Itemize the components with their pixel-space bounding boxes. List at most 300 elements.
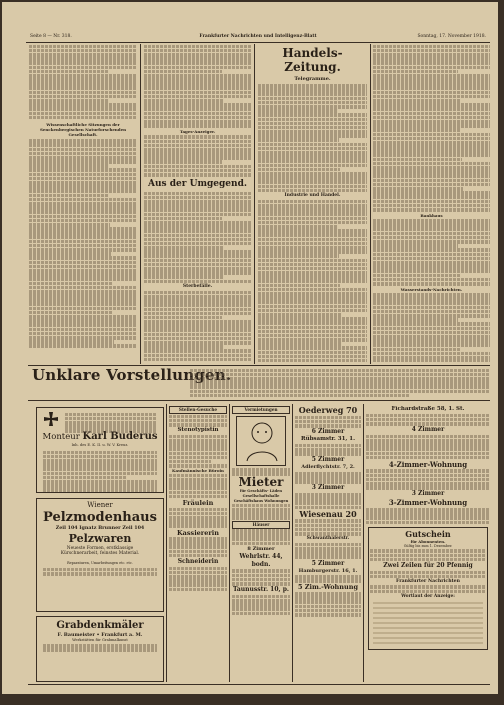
classified-heading: Fichardstraße 58, 1. St.	[391, 406, 465, 412]
text-line	[258, 92, 367, 96]
text-line	[144, 99, 223, 103]
text-line	[373, 179, 490, 183]
text-line	[144, 242, 251, 246]
text-line	[258, 305, 367, 309]
text-line	[29, 112, 137, 116]
text-line	[295, 420, 361, 424]
classified-heading: Mieter	[238, 475, 284, 490]
classified-heading: Stenotypistin	[177, 427, 219, 434]
text-line	[232, 578, 290, 582]
text-line	[43, 644, 157, 648]
text-line	[373, 314, 490, 318]
text-line	[43, 572, 157, 576]
text-line	[366, 512, 490, 516]
column-rule	[370, 44, 371, 364]
classified-heading: Schwanthalerstr.	[306, 536, 350, 542]
text-line	[144, 152, 251, 156]
text-line	[29, 82, 137, 86]
voucher-validity: Gültig bis zum 1. Dezember.	[403, 544, 453, 549]
text-line	[258, 225, 338, 229]
classifieds-rentals	[232, 406, 290, 682]
classified-heading: 5 Zimmer	[311, 456, 345, 464]
text-line	[373, 274, 460, 278]
text-line	[366, 422, 490, 426]
text-line	[373, 112, 490, 116]
text-line	[144, 86, 251, 90]
text-line	[169, 456, 227, 460]
ad-line: Neueste Formen, erstklassige	[66, 546, 134, 551]
text-line	[258, 279, 367, 283]
text-line	[29, 173, 137, 177]
text-line	[29, 273, 137, 277]
text-line	[258, 267, 367, 271]
section-subtitle: Telegramme.	[294, 76, 331, 82]
text-line	[144, 328, 251, 332]
text-line	[144, 103, 251, 107]
classified-heading: Oederweg 70	[298, 406, 358, 415]
text-line	[169, 512, 227, 516]
text-line	[232, 504, 290, 508]
gravestone-advert	[36, 616, 164, 682]
text-line	[258, 338, 367, 342]
text-line	[144, 192, 251, 196]
text-line	[169, 588, 227, 592]
text-line	[373, 335, 490, 339]
text-line	[258, 296, 367, 300]
text-line	[373, 99, 460, 103]
voucher-box	[368, 527, 488, 650]
text-line	[29, 261, 137, 265]
classified-heading: 3-Zimmer-Wohnung	[388, 498, 468, 508]
voucher-form-label: Wortlaut der Anzeige:	[401, 593, 455, 599]
ad-title: Grabdenkmäler	[56, 620, 144, 631]
text-line	[29, 235, 137, 239]
text-line	[232, 472, 290, 476]
classified-heading: Hamburgerstr. 16, 1.	[298, 567, 358, 574]
text-line	[373, 191, 490, 195]
text-line	[232, 574, 290, 578]
text-line	[373, 153, 490, 157]
section-heading: Bankhaus	[420, 212, 443, 218]
voucher-title: Gutschein	[405, 529, 451, 540]
text-line	[258, 172, 367, 176]
text-line	[258, 359, 367, 362]
text-line	[29, 107, 137, 111]
text-line	[295, 472, 361, 476]
text-line	[295, 551, 361, 555]
text-line	[169, 571, 227, 575]
text-line	[258, 159, 367, 163]
text-line	[169, 415, 227, 419]
text-line	[232, 603, 290, 607]
text-line	[370, 590, 486, 594]
text-line	[366, 447, 490, 451]
ad-title: Pelzmodenhaus	[43, 510, 157, 525]
section-heading: Industrie und Handel.	[284, 193, 341, 199]
text-line	[295, 543, 361, 547]
text-line	[295, 519, 361, 523]
article-column-1	[29, 44, 137, 362]
column-rule	[363, 404, 364, 682]
text-line	[169, 550, 227, 554]
text-line	[43, 467, 157, 471]
text-line	[29, 91, 137, 95]
text-line	[144, 234, 251, 238]
classified-heading: Vermietungen	[232, 406, 290, 414]
text-line	[29, 181, 137, 185]
classified-heading: 5 Zim.-Wohnung	[297, 583, 359, 592]
voucher-publisher: Frankfurter Nachrichten	[396, 578, 460, 584]
text-line	[258, 204, 367, 208]
text-line	[373, 253, 490, 257]
text-line	[29, 265, 137, 269]
classified-heading: 3 Zimmer	[311, 484, 345, 492]
text-line	[295, 497, 361, 501]
text-line	[29, 219, 137, 223]
text-line	[29, 215, 137, 219]
text-line	[43, 488, 157, 492]
text-line	[43, 480, 157, 484]
text-line	[29, 78, 137, 82]
text-line	[295, 547, 361, 551]
text-line	[366, 452, 490, 456]
text-line	[169, 478, 227, 482]
text-line	[29, 202, 137, 206]
text-line	[232, 612, 290, 616]
text-line	[373, 223, 490, 227]
text-line	[373, 278, 490, 282]
text-line	[232, 569, 290, 573]
text-line	[373, 166, 490, 170]
text-line	[366, 418, 490, 422]
text-line	[258, 208, 367, 212]
text-line	[373, 331, 490, 335]
text-line	[258, 180, 367, 184]
text-line	[169, 508, 227, 512]
text-line	[29, 294, 137, 298]
text-line	[144, 271, 251, 275]
text-line	[144, 303, 251, 307]
text-line	[29, 116, 137, 120]
text-line	[29, 160, 137, 164]
text-line	[169, 460, 211, 464]
text-line	[295, 448, 361, 452]
text-line	[169, 443, 227, 447]
text-line	[29, 57, 137, 61]
text-line	[144, 312, 251, 316]
text-line	[258, 164, 367, 168]
text-line	[29, 177, 137, 181]
text-line	[258, 130, 367, 134]
text-line	[295, 528, 361, 532]
text-line	[373, 66, 490, 70]
text-line	[169, 579, 227, 583]
text-line	[144, 61, 251, 65]
section-rule	[28, 400, 490, 401]
text-line	[144, 341, 251, 345]
text-line	[258, 259, 367, 263]
text-line	[144, 196, 251, 200]
voucher-subtitle: für Abonnenten.	[410, 539, 446, 545]
text-line	[373, 352, 490, 356]
text-line	[295, 596, 361, 600]
text-line	[29, 86, 137, 90]
text-line	[29, 53, 137, 57]
text-line	[29, 307, 137, 311]
text-line	[373, 86, 490, 90]
text-line	[258, 84, 367, 88]
text-line	[295, 416, 361, 420]
text-line	[370, 585, 486, 589]
text-line	[29, 99, 109, 103]
text-line	[232, 468, 290, 472]
text-line	[29, 277, 137, 281]
classifieds-apartments	[295, 406, 361, 682]
text-line	[29, 227, 137, 231]
classified-heading: 8 Zimmer	[247, 545, 275, 552]
text-line	[232, 537, 290, 541]
text-line	[29, 231, 137, 235]
text-line	[373, 195, 490, 199]
text-line	[144, 124, 251, 128]
text-line	[29, 45, 137, 49]
classified-heading: Kassiererin	[177, 528, 219, 537]
text-line	[295, 424, 361, 428]
text-line	[29, 164, 108, 168]
text-line	[190, 377, 490, 381]
text-line	[373, 318, 458, 322]
text-line	[232, 599, 290, 603]
text-line	[43, 472, 157, 476]
text-line	[366, 435, 490, 439]
text-line	[169, 435, 227, 439]
text-line	[29, 148, 137, 152]
text-line	[29, 49, 137, 53]
text-line	[373, 133, 490, 137]
text-line	[144, 259, 251, 263]
text-line	[373, 141, 490, 145]
text-line	[29, 103, 137, 107]
classified-heading: Schneiderin	[177, 558, 219, 566]
text-line	[144, 112, 251, 116]
classified-heading: 3 Zimmer	[411, 490, 445, 498]
deceased-name: Karl Buderus	[82, 431, 158, 442]
text-line	[144, 225, 251, 229]
obituary-notice	[36, 407, 164, 493]
text-line	[258, 118, 367, 122]
text-line	[43, 484, 157, 488]
classified-heading: 4 Zimmer	[411, 426, 445, 434]
text-line	[373, 149, 490, 153]
text-line	[295, 444, 361, 448]
text-line	[258, 284, 340, 288]
text-line	[258, 151, 367, 155]
fur-shop-advert	[36, 498, 164, 612]
text-line	[29, 189, 137, 193]
text-line	[258, 292, 367, 296]
text-line	[29, 336, 137, 340]
text-line	[373, 95, 490, 99]
text-line	[144, 358, 251, 362]
text-line	[169, 464, 227, 468]
text-line	[373, 145, 490, 149]
text-line	[29, 328, 137, 332]
text-line	[258, 122, 367, 126]
text-line	[366, 443, 490, 447]
text-line	[144, 49, 251, 53]
text-line	[258, 309, 367, 313]
text-line	[258, 155, 367, 159]
notice-prefix: Monteur	[42, 432, 80, 442]
voucher-form-lines	[373, 602, 483, 646]
ad-address: Zeil 104 Ignatz Brunner Zeil 104	[55, 525, 145, 531]
text-line	[258, 326, 367, 330]
text-line	[373, 49, 490, 53]
text-line	[366, 516, 490, 520]
portrait-illustration	[236, 416, 286, 466]
text-line	[232, 508, 290, 512]
text-line	[169, 554, 227, 558]
text-line	[373, 74, 490, 78]
text-line	[144, 82, 251, 86]
text-line	[373, 183, 490, 187]
text-line	[169, 452, 227, 456]
text-line	[258, 355, 367, 359]
text-line	[258, 185, 367, 189]
text-line	[144, 116, 251, 120]
text-line	[373, 103, 490, 107]
article-body	[190, 368, 490, 398]
voucher-offer: Zwei Zeilen für 20 Pfennig	[383, 561, 473, 569]
text-line	[144, 213, 251, 217]
text-line	[29, 290, 137, 294]
text-line	[29, 139, 137, 143]
text-line	[144, 148, 251, 152]
text-line	[373, 265, 490, 269]
text-line	[169, 524, 227, 528]
classified-heading: 6 Zimmer	[311, 428, 345, 436]
text-line	[373, 124, 490, 128]
text-line	[29, 269, 137, 273]
text-line	[29, 332, 137, 336]
text-line	[373, 174, 490, 178]
page-number: Seite 8 — Nr. 318.	[30, 34, 72, 39]
text-line	[373, 170, 490, 174]
text-line	[258, 317, 367, 321]
section-heading: Sterbefälle.	[182, 284, 213, 290]
text-line	[144, 316, 222, 320]
text-line	[258, 313, 341, 317]
text-line	[169, 537, 227, 541]
classified-heading: Taunusstr. 10, p.	[233, 586, 289, 594]
text-line	[258, 346, 367, 350]
text-line	[29, 152, 137, 156]
text-line	[295, 613, 361, 617]
portrait-icon	[237, 417, 287, 463]
text-line	[258, 168, 340, 172]
text-line	[295, 605, 361, 609]
text-line	[373, 257, 490, 261]
text-line	[373, 244, 458, 248]
text-line	[373, 339, 490, 343]
text-line	[29, 70, 108, 74]
text-line	[29, 340, 114, 344]
text-line	[190, 381, 490, 385]
text-line	[295, 506, 361, 510]
text-line	[65, 413, 157, 417]
text-line	[144, 267, 251, 271]
text-line	[144, 263, 251, 267]
text-line	[169, 520, 227, 524]
classified-heading: Kaufmännische Büroin	[172, 468, 224, 474]
text-line	[373, 128, 461, 132]
text-line	[29, 256, 137, 260]
text-line	[144, 120, 251, 124]
text-line	[144, 229, 251, 233]
classified-heading: Stellen-Gesuche	[169, 406, 227, 414]
text-line	[144, 66, 251, 70]
text-line	[258, 271, 367, 275]
text-line	[258, 212, 367, 216]
text-line	[43, 476, 126, 480]
text-line	[373, 137, 490, 141]
text-line	[366, 508, 490, 512]
classified-heading: Häuser	[232, 521, 290, 529]
text-line	[144, 337, 251, 341]
text-line	[43, 463, 157, 467]
text-line	[169, 495, 227, 499]
text-line	[373, 343, 490, 347]
text-line	[373, 322, 490, 326]
text-line	[366, 469, 490, 473]
text-line	[144, 280, 251, 284]
text-line	[232, 529, 290, 533]
text-line	[169, 541, 227, 545]
text-line	[29, 298, 137, 302]
column-rule	[140, 44, 141, 364]
ad-line: Werkstätten für Grabmalkunst	[72, 638, 128, 642]
text-line	[169, 439, 227, 443]
text-line	[144, 345, 223, 349]
classified-heading: Fräulein	[182, 498, 214, 507]
text-line	[29, 198, 137, 202]
text-line	[258, 126, 367, 130]
text-line	[373, 116, 490, 120]
text-line	[232, 607, 290, 611]
column-rule	[292, 404, 293, 682]
text-line	[29, 143, 137, 147]
column-rule	[166, 404, 167, 682]
text-line	[258, 189, 367, 193]
text-line	[373, 297, 490, 301]
text-line	[29, 61, 137, 65]
text-line	[295, 532, 361, 536]
text-line	[258, 134, 367, 138]
text-line	[144, 91, 251, 95]
classifieds-jobs	[169, 406, 227, 682]
text-line	[144, 70, 222, 74]
text-line	[144, 333, 251, 337]
text-line	[373, 236, 490, 240]
text-line	[258, 242, 367, 246]
text-line	[366, 474, 490, 478]
text-line	[29, 319, 137, 323]
text-line	[169, 575, 227, 579]
text-line	[144, 204, 251, 208]
section-heading: Wasserstands-Nachrichten.	[400, 286, 463, 292]
text-line	[366, 456, 490, 460]
text-line	[373, 200, 490, 204]
